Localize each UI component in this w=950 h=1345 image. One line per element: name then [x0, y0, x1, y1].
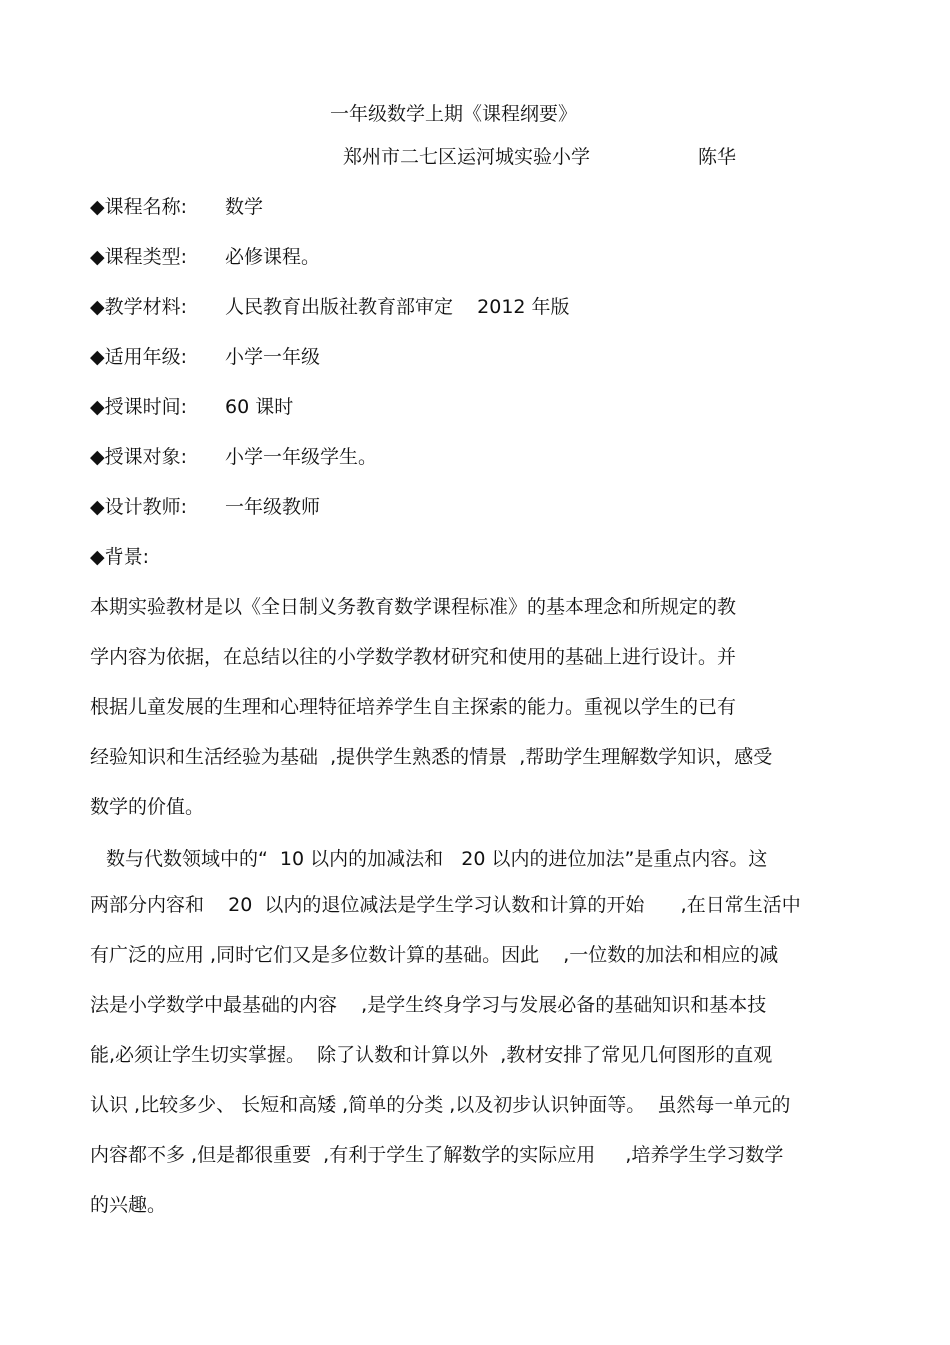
paragraph2-line: 两部分内容和 20 以内的退位减法是学生学习认数和计算的开始 ,在日常生活中 — [90, 894, 801, 916]
field-label-grade: ◆适用年级: — [90, 346, 188, 368]
field-value-course-name: 数学 — [225, 196, 264, 218]
paragraph1-line: 经验知识和生活经验为基础 ,提供学生熟悉的情景 ,帮助学生理解数学知识，感受 — [90, 746, 773, 768]
paragraph2-line: 数与代数领域中的“ 10 以内的加减法和 20 以内的进位加法”是重点内容。这 — [106, 848, 768, 870]
paragraph2-line: 的兴趣。 — [90, 1194, 167, 1216]
paragraph1-line: 本期实验教材是以《全日制义务教育数学课程标准》的基本理念和所规定的教 — [90, 596, 737, 618]
paragraph2-line: 有广泛的应用 ,同时它们又是多位数计算的基础。因此 ,一位数的加法和相应的减 — [90, 944, 779, 966]
field-value-audience: 小学一年级学生。 — [225, 446, 378, 468]
paragraph2-line: 能,必须让学生切实掌握。 除了认数和计算以外 ,教材安排了常见几何图形的直观 — [90, 1044, 773, 1066]
background-heading: ◆背景: — [90, 546, 150, 568]
author-name: 陈华 — [698, 146, 737, 168]
paragraph1-line: 学内容为依据，在总结以往的小学数学教材研究和使用的基础上进行设计。并 — [90, 646, 737, 668]
field-label-teaching-hours: ◆授课时间: — [90, 396, 188, 418]
field-label-teaching-material: ◆教学材料: — [90, 296, 188, 318]
school-name: 郑州市二七区运河城实验小学 — [343, 146, 591, 168]
document-title: 一年级数学上期《课程纲要》 — [330, 103, 578, 125]
field-value-course-type: 必修课程。 — [225, 246, 321, 268]
paragraph1-line: 根据儿童发展的生理和心理特征培养学生自主探索的能力。重视以学生的已有 — [90, 696, 737, 718]
field-value-teaching-material: 人民教育出版社教育部审定 2012 年版 — [225, 296, 570, 318]
field-value-designer: 一年级教师 — [225, 496, 321, 518]
paragraph2-line: 认识 ,比较多少、 长短和高矮 ,简单的分类 ,以及初步认识钟面等。 虽然每一单元的 — [90, 1094, 791, 1116]
field-label-designer: ◆设计教师: — [90, 496, 188, 518]
field-label-course-type: ◆课程类型: — [90, 246, 188, 268]
paragraph2-line: 内容都不多 ,但是都很重要 ,有利于学生了解数学的实际应用 ,培养学生学习数学 — [90, 1144, 784, 1166]
field-label-audience: ◆授课对象: — [90, 446, 188, 468]
field-label-course-name: ◆课程名称: — [90, 196, 188, 218]
field-value-grade: 小学一年级 — [225, 346, 321, 368]
paragraph1-line: 数学的价值。 — [90, 796, 205, 818]
field-value-teaching-hours: 60 课时 — [225, 396, 294, 418]
paragraph2-line: 法是小学数学中最基础的内容 ,是学生终身学习与发展必备的基础知识和基本技 — [90, 994, 767, 1016]
